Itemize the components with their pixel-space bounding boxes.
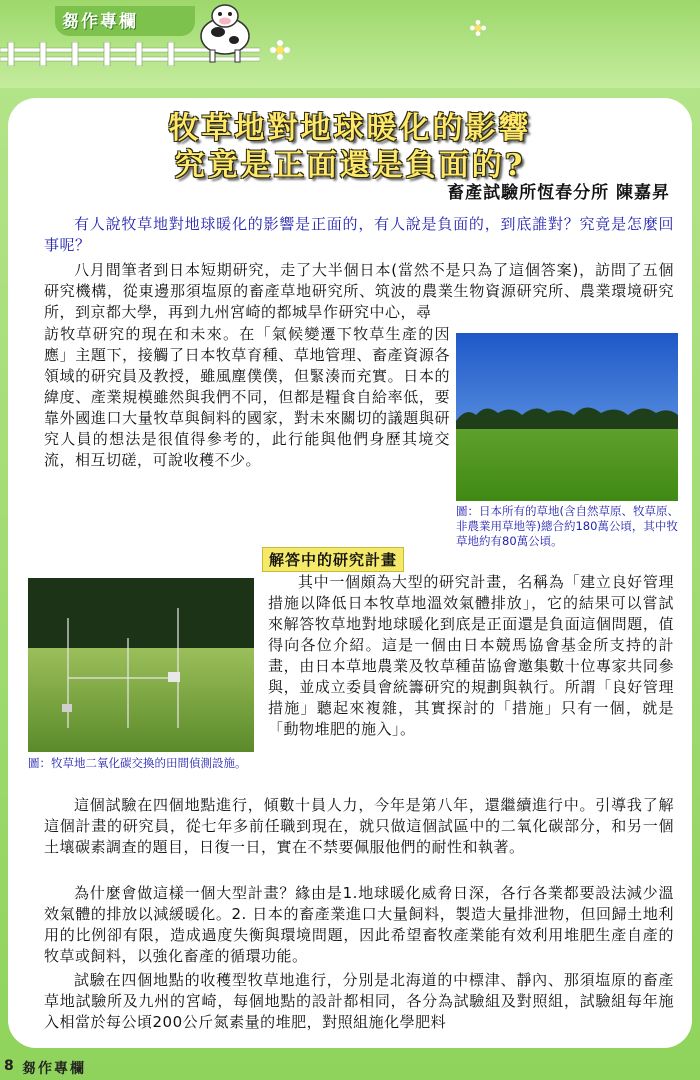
body-paragraph-1-continued: 訪牧草研究的現在和未來。在「氣候變遷下牧草生產的因應」主題下，接觸了日本牧草育種、草地管理、畜產資源各領域的研究員及教授，雖風塵僕僕，但緊湊而充實。日本的緯度、產業規模雖然與我們不同，但都是糧食自給率低，要靠外國進口大量牧草與飼料的國家，對未來關切的議題與研究人員的想法是很值得參考的，此行能與他們身歷其境交流，相互切磋，可說收穫不少。 <box>44 325 450 469</box>
page-number: 8 <box>4 1058 14 1074</box>
grassland-photo-caption: 圖：日本所有的草地(含自然草原、牧草原、非農業用草地等)總合約180萬公頃，其中牧草地約有80萬公頃。 <box>456 504 679 548</box>
author-byline: 畜產試驗所恆春分所 陳嘉昇 <box>447 183 670 203</box>
co2-monitoring-photo <box>28 578 254 752</box>
co2-monitoring-photo-caption: 圖：牧草地二氧化碳交換的田間偵測設施。 <box>28 756 247 770</box>
flower-icon <box>270 40 290 60</box>
grassland-photo <box>456 333 678 501</box>
page-footer <box>0 1056 700 1080</box>
cow-icon <box>190 2 260 64</box>
body-paragraph-5: 試驗在四個地點的收穫型牧草地進行，分別是北海道的中標津、靜內、那須塩原的畜產草地試驗所及九州的宮崎，每個地點的設計都相同，各分為試驗組及對照組，試驗組每年施入相當於每公頃200公斤氮素量的堆肥，對照組施化學肥料 <box>44 971 674 1031</box>
title-line-1: 牧草地對地球暖化的影響 <box>168 111 532 146</box>
header-band <box>0 0 700 88</box>
column-title: 芻作專欄 <box>62 12 138 32</box>
body-paragraph-4: 為什麼會做這樣一個大型計畫？緣由是1.地球暖化威脅日深，各行各業都要設法減少溫效氣體的排放以減緩暖化。2. 日本的畜產業進口大量飼料，製造大量排泄物，但回歸土地利用的比例卻有限，造成過度失衡與環境問題，因此希望畜牧產業能有效利用堆肥生產自產的牧草或飼料，以強化畜產的循環功能。 <box>44 884 674 965</box>
body-paragraph-1: 八月間筆者到日本短期研究，走了大半個日本(當然不是只為了這個答案)，訪問了五個研究機構，從東邊那須塩原的畜產草地研究所、筑波的農業生物資源研究所、農業環境研究所，到京都大學，再到九州宮崎的都城旱作研究中心，尋 <box>44 261 674 321</box>
flower-icon <box>470 20 486 36</box>
section-heading: 解答中的研究計畫 <box>262 547 404 572</box>
title-line-2: 究竟是正面還是負面的? <box>174 148 526 183</box>
body-paragraph-2: 其中一個頗為大型的研究計畫，名稱為「建立良好管理措施以降低日本牧草地溫效氣體排放」，它的結果可以嘗試來解答牧草地對地球暖化到底是正面還是負面這個問題，值得向各位介紹。這是一個由日本競馬協會基金所支持的計畫，由日本草地農業及牧草種苗協會邀集數十位專家共同參與，並成立委員會統籌研究的規劃與執行。所謂「良好管理措施」聽起來複雜，其實探討的「措施」只有一個，就是「動物堆肥的施入」。 <box>268 573 674 738</box>
intro-paragraph: 有人說牧草地對地球暖化的影響是正面的，有人說是負面的，到底誰對？究竟是怎麼回事呢？ <box>44 215 674 254</box>
footer-column-name: 芻作專欄 <box>22 1061 86 1077</box>
body-paragraph-3: 這個試驗在四個地點進行，傾數十員人力，今年是第八年，還繼續進行中。引導我了解這個計畫的研究員，從七年多前任職到現在，就只做這個試區中的二氧化碳部分，和另一個土壤碳素調查的題目，日復一日，實在不禁要佩服他們的耐性和執著。 <box>44 796 674 856</box>
